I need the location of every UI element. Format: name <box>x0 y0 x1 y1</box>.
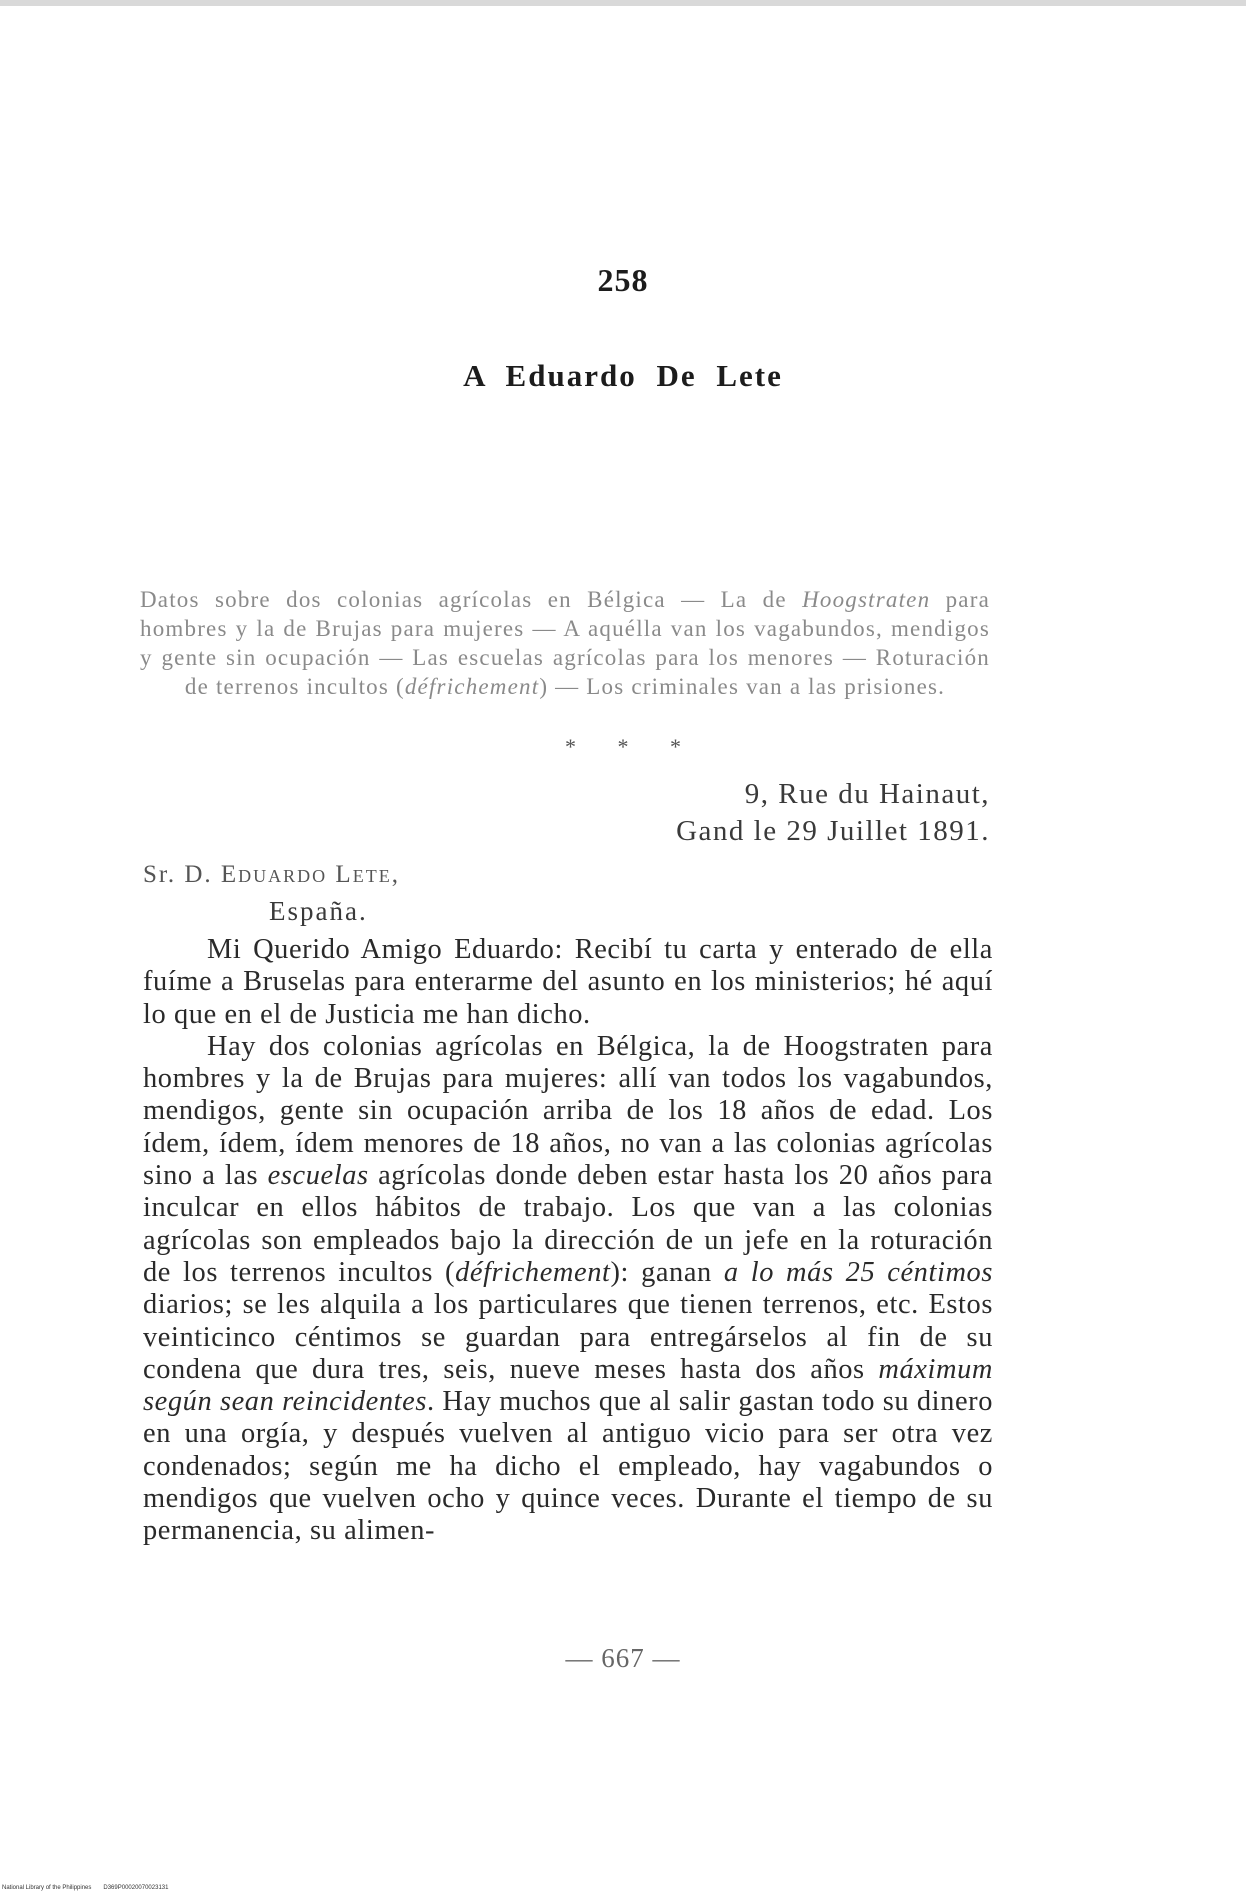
footer-code: D369P00020070023131 <box>103 1885 169 1891</box>
letter-summary <box>140 585 990 701</box>
summary-italic-defrichement: défrichement <box>404 674 540 699</box>
body-paragraph-1: Mi Querido Amigo Eduardo: Recibí tu carta y enterado de ella fuíme a Bruselas para enterarme del asunto en los ministerios; hé aquí lo que en el de Justicia me han dicho. <box>143 934 993 1030</box>
section-asterisms: * * * <box>565 734 681 759</box>
recipient-prefix: Sr. D. <box>143 861 221 888</box>
body-italic-maximum: máximum según sean reincidentes <box>143 1353 993 1418</box>
sender-address <box>676 776 990 850</box>
letter-title: A Eduardo De Lete <box>463 358 783 393</box>
recipient-block <box>143 856 400 930</box>
body-italic-a-lo-mas: a lo más 25 céntimos <box>723 1256 993 1288</box>
body-italic-defrichement: défrichement <box>455 1256 611 1288</box>
body-text-span: Hay dos colonias agrícolas en Bélgica, la de Hoogstraten para hombres y la de Brujas para mujeres: allí van todos los vagabundos, mendigos, gente sin ocupación arriba de los 18 años de edad. Los ídem, ídem, ídem menores de 18 años, no van a las colonias agrícolas sino a las <box>143 1030 993 1192</box>
body-text-span: diarios; se les alquila a los particulares que tienen terrenos, etc. Estos veinticinco céntimos se guardan para entregárselos al fin de su condena que dura tres, seis, nueve meses hasta dos años <box>143 1289 993 1385</box>
body-text-span: . Hay muchos que al salir gastan todo su dinero en una orgía, y después vuelven al antiguo vicio para ser otra vez condenados; según me ha dicho el empleado, hay vagabundos o mendigos que vuelven ocho y quince veces. Durante el tiempo de su permanencia, su alimen- <box>143 1386 994 1547</box>
address-date: Gand le 29 Juillet 1891. <box>676 815 990 847</box>
summary-text: ) — Los criminales van a las prisiones. <box>539 674 946 699</box>
summary-italic-hoogstraten: Hoogstraten <box>802 587 931 612</box>
address-street: 9, Rue du Hainaut, <box>744 778 990 810</box>
scan-footer <box>2 1885 168 1891</box>
recipient-name-line <box>143 856 400 893</box>
page-number: — 667 — <box>565 1643 681 1673</box>
body-text-span: agrícolas donde deben estar hasta los 20 años para inculcar en ellos hábitos de trabajo. Los que van a las colonias agrícolas son empleados bajo la dirección de un jefe en la roturación de los terrenos incultos ( <box>143 1160 993 1288</box>
body-text-span: ): ganan <box>610 1256 724 1288</box>
recipient-country: España. <box>269 896 368 926</box>
recipient-name: Eduardo Lete <box>220 861 392 888</box>
summary-text: para hombres y la de Brujas para mujeres — A aquélla van los vagabundos, mendigos y gente sin ocupación — Las escuelas agrícolas para los menores — Roturación de terrenos incultos ( <box>140 587 990 699</box>
recipient-suffix: , <box>391 861 400 888</box>
body-italic-escuelas: escuelas <box>267 1160 369 1192</box>
body-paragraph-2 <box>143 1031 993 1548</box>
letter-body <box>143 934 993 1548</box>
letter-number: 258 <box>597 262 649 298</box>
footer-institution: National Library of the Philippines <box>2 1885 92 1891</box>
summary-text: Datos sobre dos colonias agrícolas en Bélgica — La de <box>140 587 803 612</box>
